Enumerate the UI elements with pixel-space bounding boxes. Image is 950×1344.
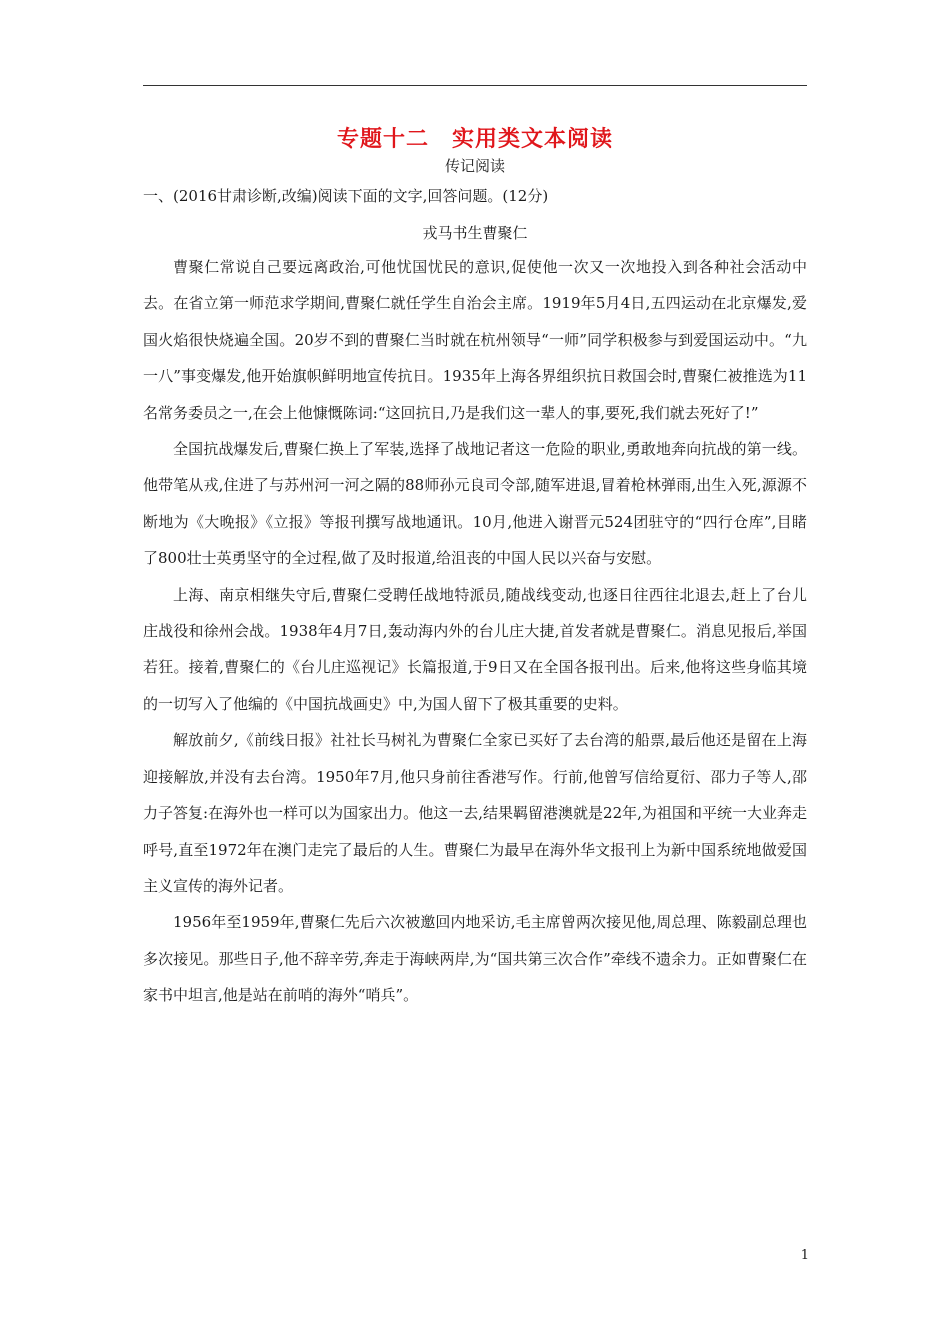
article-title: 戎马书生曹聚仁 xyxy=(422,224,528,242)
article-body xyxy=(143,249,807,1014)
paragraph-2: 全国抗战爆发后,曹聚仁换上了军装,选择了战地记者这一危险的职业,勇敢地奔向抗战的第一线。他带笔从戎,住进了与苏州河一河之隔的88师孙元良司令部,随军进退,冒着枪林弹雨,出生入死,源源不断地为《大晚报》《立报》等报刊撰写战地通讯。10月,他进入谢晋元524团驻守的“四行仓库”,目睹了800壮士英勇坚守的全过程,做了及时报道,给沮丧的中国人民以兴奋与安慰。 xyxy=(143,440,807,568)
question-header: 一、(2016甘肃诊断,改编)阅读下面的文字,回答问题。(12分) xyxy=(143,187,549,205)
page-title: 专题十二 实用类文本阅读 xyxy=(336,127,613,152)
top-rule xyxy=(143,85,807,86)
page-number: 1 xyxy=(800,1248,809,1263)
paragraph-5: 1956年至1959年,曹聚仁先后六次被邀回内地采访,毛主席曾两次接见他,周总理、陈毅副总理也多次接见。那些日子,他不辞辛劳,奔走于海峡两岸,为“国共第三次合作”牵线不遗余力。正如曹聚仁在家书中坦言,他是站在前哨的海外“哨兵”。 xyxy=(143,913,807,1005)
paragraph-4: 解放前夕,《前线日报》社社长马树礼为曹聚仁全家已买好了去台湾的船票,最后他还是留在上海迎接解放,并没有去台湾。1950年7月,他只身前往香港写作。行前,他曾写信给夏衍、邵力子等人,邵力子答复:在海外也一样可以为国家出力。他这一去,结果羁留港澳就是22年,为祖国和平统一大业奔走呼号,直至1972年在澳门走完了最后的人生。曹聚仁为最早在海外华文报刊上为新中国系统地做爱国主义宣传的海外记者。 xyxy=(143,731,807,895)
section-subtitle: 传记阅读 xyxy=(444,157,505,175)
paragraph-3: 上海、南京相继失守后,曹聚仁受聘任战地特派员,随战线变动,也逐日往西往北退去,赶上了台儿庄战役和徐州会战。1938年4月7日,轰动海内外的台儿庄大捷,首发者就是曹聚仁。消息见报后,举国若狂。接着,曹聚仁的《台儿庄巡视记》长篇报道,于9日又在全国各报刊出。后来,他将这些身临其境的一切写入了他编的《中国抗战画史》中,为国人留下了极其重要的史料。 xyxy=(143,585,807,713)
paragraph-1: 曹聚仁常说自己要远离政治,可他忧国忧民的意识,促使他一次又一次地投入到各种社会活动中去。在省立第一师范求学期间,曹聚仁就任学生自治会主席。1919年5月4日,五四运动在北京爆发,爱国火焰很快烧遍全国。20岁不到的曹聚仁当时就在杭州领导“一师”同学积极参与到爱国运动中。“九一八”事变爆发,他开始旗帜鲜明地宣传抗日。1935年上海各界组织抗日救国会时,曹聚仁被推选为11名常务委员之一,在会上他慷慨陈词:“这回抗日,乃是我们这一辈人的事,要死,我们就去死好了!” xyxy=(143,258,807,422)
